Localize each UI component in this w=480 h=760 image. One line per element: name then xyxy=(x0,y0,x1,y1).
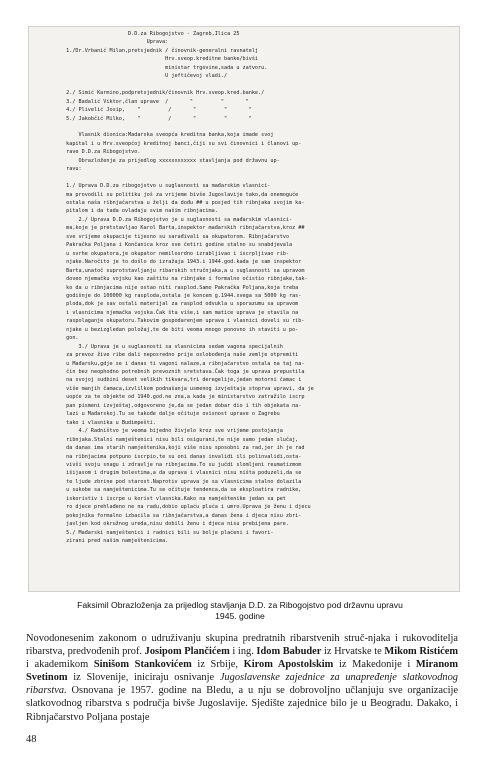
facsimile-line: čin bez neophodno potrebnih prevoznih sretstava.Čak toga je uprava prepustila xyxy=(29,369,305,375)
facsimile-line: na ribnjacima potpuno iscrpio,te su oni danas invalidi ili polinvalidi,osta- xyxy=(29,453,302,460)
facsimile-line: dovео njemačku vojsku kao zaštitu na ribnjake i formalno očistio ribnjake,tak- xyxy=(29,276,308,283)
body-text: iz Makedonije i xyxy=(333,659,416,671)
facsimile-line: njake.Naročito je to došlo do izražaja 1943.i 1944.god.kada je sam inspektor xyxy=(29,259,302,266)
facsimile-line: iskoristiv i iscrpe u korist vlasnika.Kako na namještenike jedan sa pet xyxy=(29,495,286,502)
facsimile-line: 4./ Radništvo je veoma bijedno živjelo kroz sve vrijeme postojanja xyxy=(29,428,283,435)
figure-caption xyxy=(26,600,454,622)
facsimile-line: ravu: xyxy=(29,166,82,173)
body-text: Osnovana je 1957. godine na Bledu, a u nju se dobrovoljno učlanjuju sve organizacije slatkovodnog ribarstva s područja bivše Jugoslavije. Sjedište zajednice bilo je u Beogradu. Dakako, i Ribnjačarstvo Poljana postaje xyxy=(26,685,458,723)
facsimile-line: ko da u ribnjacima nije ostao niti rasplod.Samo Pakračka Poljana,koja treba xyxy=(29,284,299,291)
facsimile-line: Obrazloženje za prijedlog xxxxxxxxxxxx stavljanja pod državnu up- xyxy=(29,157,280,164)
facsimile-line: U jeftičevoj vladi./ xyxy=(29,73,228,80)
facsimile-line: Barta,unatoč suprotstavljanju ribarskih stručnjaka,a u suglasnosti sa upravom xyxy=(29,267,305,274)
facsimile-line: za prevoz žive ribe dali neposredno prije oslobođenja naše zemlje otpremiti xyxy=(29,352,299,359)
facsimile-line: 5./ Jakobčić Milko, " / " " " xyxy=(29,115,252,122)
person-name: Miranom Svetinom xyxy=(26,659,458,684)
facsimile-line: 1./Dr.Vrbanić Milan,pretsjednik / činovnik-generalni ravnatelj xyxy=(29,47,259,54)
facsimile-line: zirani pred našim namještenicima. xyxy=(29,538,169,544)
facsimile-line: išijasom i drugim bolestima,a da uprava i vlasnici nisu ništa poduzeli,da se xyxy=(29,470,302,477)
facsimile-line: 2./ Simić Karmino,podpretsjednik/činovnik Hrv.sveop.kred.banke./ xyxy=(29,90,265,97)
facsimile-line: Vlasnik dionica:Madarska sveopća kreditna banka,koja imade svoj xyxy=(29,132,274,139)
facsimile-line: ma provodili su politiku još za vrijeme bivše Jugoslavije tako,da onemoguće xyxy=(29,191,299,198)
facsimile-line: 3./ Uprava je u suglasnosti sa vlasnicima sedam vagona specijalnih xyxy=(29,343,283,350)
facsimile-line: da danas ima starih namještenika,koji više nisu sposobni za rad,jer ih je rad xyxy=(29,445,305,452)
facsimile-line: ostala naša ribnjačarstva u želji da dođu ## u posjed tih ribnjaka svojim ka- xyxy=(29,200,305,206)
facsimile-line: 3./ Badalić Viktor,član uprave / " " " xyxy=(29,98,249,105)
facsimile-line: D.D.za Ribogojstvo - Zagreb,Ilica 25 xyxy=(29,31,240,37)
body-text: iz Slovenije, iniciraju osnivanje xyxy=(67,672,220,684)
facsimile-line: 5./ Mađarski namještenici i radnici bili su bolje plaćeni i favori- xyxy=(29,529,274,536)
person-name: Josipom Plančićem xyxy=(144,646,230,658)
facsimile-line: sve vrijeme okupacije tijesno su sarađivali sa okupatorom. Ribnjačarstvo xyxy=(29,233,289,240)
facsimile-line: gon. xyxy=(29,335,79,342)
person-name: Idom Babuder xyxy=(256,646,322,658)
facsimile-line: javljen kod okružnog ureda,nisu dobili ženu i djeca nisu prebijena pare. xyxy=(29,521,289,528)
facsimile-line: pitalom i da tada ovladaju svim našim ribnjacima. xyxy=(29,208,218,215)
facsimile-line: 4./ Plivelić Josip, " / " " " xyxy=(29,107,252,114)
caption-line-2: 1945. godine xyxy=(215,611,265,621)
facsimile-line: te ljude zbrine pod starost.Naprotiv uprava je sa vlasnicima stalno dolazila xyxy=(29,478,302,485)
facsimile-line: tako i vlasnika u Budimpešti. xyxy=(29,419,156,426)
facsimile-line: ma,koje je pretstavljao Karol Barta,inspektor mađarskih ribnjačarstva,kroz ## xyxy=(29,225,305,232)
person-name: Mikom Ristićem xyxy=(384,646,458,658)
body-text: i akademikom xyxy=(26,659,94,671)
facsimile-line: u svrhe okupatora,je okupator nemilosrdno izrabljivao i iscrpljivao rib- xyxy=(29,250,289,257)
facsimile-line: Hrv.sveop.kreditne banke/bivši xyxy=(29,56,259,63)
facsimile-line: pokojnika formalno izbacila sa ribnjačarstva,a danas žena i djeca nisu zbri- xyxy=(29,512,302,519)
facsimile-line: ploda,dok je sav ostali materijal za rasplod odvukla u sporazumu sa upravom xyxy=(29,301,299,308)
facsimile-line: uopće za te objekte od 1940.god.ne zna,a kada je ministarstvo zatražilo iscrp xyxy=(29,394,305,401)
facsimile-line: ro djece prehlađeno ne na radu,dobio uplaću pluća i umro.Uprava je ženu i djecu xyxy=(29,504,311,511)
body-text: iz Srbije, xyxy=(191,659,244,671)
facsimile-line: i vlasnicima njemačka vojska.Čak šta više,i sam matice uprava je stavila na xyxy=(29,309,299,316)
body-text: Novodonesenim zakonom o udruživanju skupina predratnih ribarstvenih struč-njaka i rukovoditelja ribarstva, predvođenih prof. xyxy=(26,633,458,658)
facsimile-line: u Mađarsku,gdje se i danas ti vagoni nalaze,a ribnjačarstvo ostala na taj na- xyxy=(29,360,305,367)
page-number: 48 xyxy=(26,734,37,745)
facsimile-line: više manjih čamaca,izvlilkom podnašanja usmenog izvještaja stoprva upravi, da je xyxy=(29,385,314,392)
facsimile-line: godišnje do 100000 kg rasploda,ostala je koncem g.1944.svega sa 5000 kg ras- xyxy=(29,292,302,299)
facsimile-line: ministar trgovine,sada u zatvoru. xyxy=(29,64,268,71)
facsimile-line: na svojoj sudbini deset velikih tikvara,tri deregelije,jedan motorni čamac i xyxy=(29,377,302,384)
body-text: iz Hrvatske te xyxy=(321,646,385,658)
facsimile-line: ribnjaka.Stalni namještenici nisu bili osigurani,te nije samo jedan slučaj, xyxy=(29,436,299,443)
facsimile-line: kapital i u Hrv.sveopćoj kreditnoj banci,čiji su svi činovnici i članovi up- xyxy=(29,140,302,147)
facsimile-line: vivši svoju snagu i zdravlje na ribnjacima.To su jučdi slomljeni reumatizmom xyxy=(29,461,302,468)
facsimile-line: njake u bezizgledan položaj,te de biti veoma mnogo ponovno ih staviti u po- xyxy=(29,326,299,333)
body-paragraph xyxy=(26,632,458,724)
facsimile-document-image xyxy=(28,26,460,592)
facsimile-line: rave D.D.za Ribogojstvo. xyxy=(29,149,141,156)
facsimile-line: 1./ Uprava D.D.za ribogojstvo u suglasnosti sa mađarskim vlasnici- xyxy=(29,183,271,190)
facsimile-line: 2./ Uprava D.D.za Ribogojstvo je u suglasnosti sa mađarskim vlasnici- xyxy=(29,216,293,223)
facsimile-line: Uprava: xyxy=(29,39,169,46)
caption-line-1: Faksimil Obrazloženja za prijedlog stavljanja D.D. za Ribogojstvo pod državnu upravu xyxy=(77,600,403,610)
person-name: Kirom Apostolskim xyxy=(243,659,334,671)
facsimile-line: raspolaganje okupatoru.Takovim gospodarenjem uprava i vlasnici doveli su rib- xyxy=(29,318,305,325)
person-name: Sinišom Stankovićem xyxy=(93,659,192,671)
facsimile-line: lazi u Mađarskoj.Tu se takođe dalje očituje ovisnost uprave o Zagrebu xyxy=(29,411,280,418)
facsimile-line: Pakračka Poljana i Končanica kroz sve četiri godine stalno su snabdjevala xyxy=(29,242,293,249)
facsimile-line: pan pismeni izvještaj,odgovoreno je,da se jedan dobar dio i tih objekata na- xyxy=(29,402,302,409)
body-text: i ing. xyxy=(229,646,257,658)
facsimile-line: u sukobe sa namještenicima.Tu se očituje tendenca,da se eksploatira radnike, xyxy=(29,487,302,494)
organization-name: Jugoslavenske zajednice za unapređenje slatkovodnog ribarstva. xyxy=(26,672,459,697)
